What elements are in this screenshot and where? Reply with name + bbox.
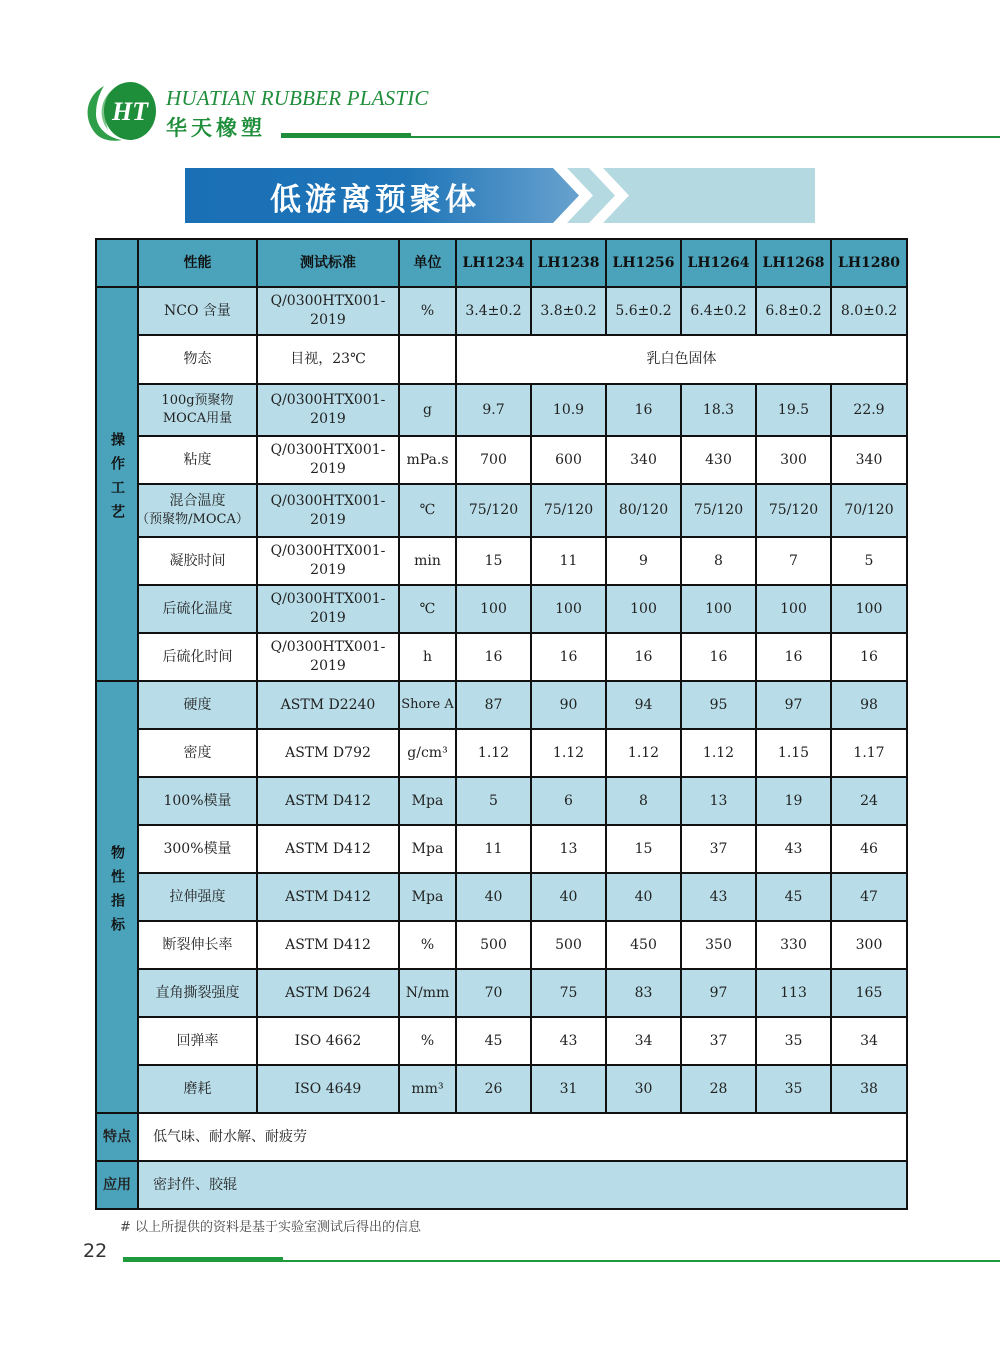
standard-cell: ASTM D412 (257, 825, 399, 873)
table-row (96, 335, 907, 384)
value-cell: 70/120 (831, 484, 907, 537)
applications-row (96, 1161, 907, 1209)
value-cell: 16 (456, 633, 531, 681)
property-cell: 断裂伸长率 (138, 921, 257, 969)
features-label: 特点 (96, 1113, 138, 1161)
value-cell: 45 (756, 873, 831, 921)
value-cell: 70 (456, 969, 531, 1017)
value-cell: 100 (831, 585, 907, 633)
value-cell: 75/120 (456, 484, 531, 537)
value-cell: 18.3 (681, 384, 756, 436)
value-cell: 40 (456, 873, 531, 921)
table-row (96, 484, 907, 537)
value-cell: 450 (606, 921, 681, 969)
value-cell: 13 (531, 825, 606, 873)
unit-cell: ℃ (399, 484, 456, 537)
property-cell: 后硫化温度 (138, 585, 257, 633)
unit-cell: min (399, 537, 456, 585)
table-row (96, 777, 907, 825)
value-cell: 1.12 (531, 729, 606, 777)
value-cell: 100 (456, 585, 531, 633)
value-cell: 100 (606, 585, 681, 633)
table-row (96, 287, 907, 335)
value-cell: 340 (606, 436, 681, 484)
value-cell: 8.0±0.2 (831, 287, 907, 335)
value-cell: 19.5 (756, 384, 831, 436)
property-line: 100g预聚物 (161, 393, 234, 409)
value-cell: 100 (531, 585, 606, 633)
unit-cell: Shore A (399, 681, 456, 729)
value-cell: 113 (756, 969, 831, 1017)
value-cell: 8 (681, 537, 756, 585)
value-cell: 95 (681, 681, 756, 729)
value-cell: 47 (831, 873, 907, 921)
unit-cell: Mpa (399, 825, 456, 873)
group-label-process (96, 287, 138, 681)
value-cell: 330 (756, 921, 831, 969)
value-cell: 94 (606, 681, 681, 729)
property-cell: 回弹率 (138, 1017, 257, 1065)
property-cell: 直角撕裂强度 (138, 969, 257, 1017)
value-cell: 43 (756, 825, 831, 873)
standard-cell: Q/0300HTX001-2019 (257, 287, 399, 335)
property-line: 混合温度 (169, 493, 226, 510)
property-cell: 密度 (138, 729, 257, 777)
property-cell: 凝胶时间 (138, 537, 257, 585)
value-cell: 10.9 (531, 384, 606, 436)
value-cell: 430 (681, 436, 756, 484)
value-cell: 35 (756, 1065, 831, 1113)
table-row (96, 729, 907, 777)
value-cell: 100 (681, 585, 756, 633)
standard-cell: ASTM D2240 (257, 681, 399, 729)
page-number: 22 (83, 1240, 108, 1262)
standard-cell: ASTM D792 (257, 729, 399, 777)
value-cell: 75 (531, 969, 606, 1017)
footnote: # 以上所提供的资料是基于实验室测试后得出的信息 (120, 1220, 422, 1235)
value-cell: 75/120 (531, 484, 606, 537)
group-label-text: 物性指标 (109, 844, 125, 941)
merged-value-cell: 乳白色固体 (456, 335, 907, 384)
standard-cell: Q/0300HTX001-2019 (257, 585, 399, 633)
standard-cell: 目视，23℃ (257, 335, 399, 384)
value-cell: 87 (456, 681, 531, 729)
value-cell: 8 (606, 777, 681, 825)
value-cell: 5 (831, 537, 907, 585)
value-cell: 19 (756, 777, 831, 825)
value-cell: 38 (831, 1065, 907, 1113)
value-cell: 15 (456, 537, 531, 585)
property-cell (138, 484, 257, 537)
standard-cell: Q/0300HTX001-2019 (257, 436, 399, 484)
features-text: 低气味、耐水解、耐疲劳 (138, 1113, 907, 1161)
column-header: LH1234 (456, 239, 531, 287)
page-header (0, 0, 1000, 160)
value-cell: 6.8±0.2 (756, 287, 831, 335)
column-header: LH1238 (531, 239, 606, 287)
standard-cell: ASTM D624 (257, 969, 399, 1017)
unit-cell (399, 335, 456, 384)
table-header-row (96, 239, 907, 287)
unit-cell: N/mm (399, 969, 456, 1017)
unit-cell: mm³ (399, 1065, 456, 1113)
value-cell: 16 (531, 633, 606, 681)
column-header: 测试标准 (257, 239, 399, 287)
value-cell: 13 (681, 777, 756, 825)
standard-cell: Q/0300HTX001-2019 (257, 484, 399, 537)
unit-cell: ℃ (399, 585, 456, 633)
value-cell: 97 (681, 969, 756, 1017)
column-header: 单位 (399, 239, 456, 287)
value-cell: 35 (756, 1017, 831, 1065)
brand-name-english: HUATIAN RUBBER PLASTIC (166, 86, 429, 110)
value-cell: 34 (831, 1017, 907, 1065)
column-header: LH1264 (681, 239, 756, 287)
property-cell: 100%模量 (138, 777, 257, 825)
value-cell: 600 (531, 436, 606, 484)
table-row (96, 681, 907, 729)
value-cell: 43 (681, 873, 756, 921)
spec-table (95, 238, 908, 1210)
unit-cell: Mpa (399, 777, 456, 825)
group-label-physical (96, 681, 138, 1113)
value-cell: 15 (606, 825, 681, 873)
table-row (96, 436, 907, 484)
property-line: （预聚物/MOCA） (136, 512, 249, 528)
value-cell: 83 (606, 969, 681, 1017)
value-cell: 300 (831, 921, 907, 969)
value-cell: 5 (456, 777, 531, 825)
value-cell: 31 (531, 1065, 606, 1113)
brand-name-chinese: 华天橡塑 (166, 116, 266, 140)
value-cell: 26 (456, 1065, 531, 1113)
value-cell: 37 (681, 1017, 756, 1065)
footer-rule (123, 1260, 1000, 1262)
standard-cell: Q/0300HTX001-2019 (257, 537, 399, 585)
features-row (96, 1113, 907, 1161)
value-cell: 1.12 (681, 729, 756, 777)
value-cell: 1.17 (831, 729, 907, 777)
svg-text:HT: HT (111, 97, 149, 126)
value-cell: 16 (606, 384, 681, 436)
value-cell: 1.12 (456, 729, 531, 777)
table-row (96, 873, 907, 921)
value-cell: 5.6±0.2 (606, 287, 681, 335)
property-line: MOCA用量 (162, 411, 233, 426)
value-cell: 40 (531, 873, 606, 921)
column-header: LH1280 (831, 239, 907, 287)
value-cell: 30 (606, 1065, 681, 1113)
value-cell: 500 (531, 921, 606, 969)
value-cell: 340 (831, 436, 907, 484)
table-row (96, 1017, 907, 1065)
value-cell: 11 (531, 537, 606, 585)
column-header: LH1256 (606, 239, 681, 287)
value-cell: 16 (606, 633, 681, 681)
property-cell: 后硫化时间 (138, 633, 257, 681)
property-cell (138, 384, 257, 436)
unit-cell: mPa.s (399, 436, 456, 484)
value-cell: 43 (531, 1017, 606, 1065)
title-banner (185, 168, 815, 223)
value-cell: 75/120 (681, 484, 756, 537)
huatian-logo-icon (82, 78, 160, 144)
group-label-text: 操作工艺 (109, 431, 125, 528)
chevron-right-icon (589, 168, 634, 223)
unit-cell: % (399, 287, 456, 335)
unit-cell: g/cm³ (399, 729, 456, 777)
value-cell: 700 (456, 436, 531, 484)
applications-text: 密封件、胶辊 (138, 1161, 907, 1209)
value-cell: 3.4±0.2 (456, 287, 531, 335)
value-cell: 300 (756, 436, 831, 484)
standard-cell: ASTM D412 (257, 921, 399, 969)
value-cell: 9.7 (456, 384, 531, 436)
unit-cell: % (399, 1017, 456, 1065)
column-header: 性能 (138, 239, 257, 287)
property-cell: 300%模量 (138, 825, 257, 873)
property-cell: 硬度 (138, 681, 257, 729)
value-cell: 22.9 (831, 384, 907, 436)
value-cell: 6 (531, 777, 606, 825)
value-cell: 97 (756, 681, 831, 729)
value-cell: 16 (756, 633, 831, 681)
standard-cell: ASTM D412 (257, 777, 399, 825)
value-cell: 24 (831, 777, 907, 825)
value-cell: 90 (531, 681, 606, 729)
page-title: 低游离预聚体 (270, 182, 480, 218)
table-row (96, 585, 907, 633)
unit-cell: g (399, 384, 456, 436)
table-row (96, 537, 907, 585)
value-cell: 100 (756, 585, 831, 633)
property-cell: 磨耗 (138, 1065, 257, 1113)
column-header: LH1268 (756, 239, 831, 287)
value-cell: 34 (606, 1017, 681, 1065)
property-cell: 拉伸强度 (138, 873, 257, 921)
value-cell: 1.12 (606, 729, 681, 777)
value-cell: 9 (606, 537, 681, 585)
value-cell: 40 (606, 873, 681, 921)
table-row (96, 825, 907, 873)
unit-cell: h (399, 633, 456, 681)
table-row (96, 633, 907, 681)
unit-cell: % (399, 921, 456, 969)
value-cell: 98 (831, 681, 907, 729)
value-cell: 3.8±0.2 (531, 287, 606, 335)
value-cell: 500 (456, 921, 531, 969)
value-cell: 16 (831, 633, 907, 681)
property-cell: 物态 (138, 335, 257, 384)
table-row (96, 969, 907, 1017)
unit-cell: Mpa (399, 873, 456, 921)
property-cell: 粘度 (138, 436, 257, 484)
property-cell: NCO 含量 (138, 287, 257, 335)
standard-cell: Q/0300HTX001-2019 (257, 633, 399, 681)
value-cell: 6.4±0.2 (681, 287, 756, 335)
table-row (96, 1065, 907, 1113)
standard-cell: Q/0300HTX001-2019 (257, 384, 399, 436)
value-cell: 45 (456, 1017, 531, 1065)
applications-label: 应用 (96, 1161, 138, 1209)
table-row (96, 384, 907, 436)
value-cell: 80/120 (606, 484, 681, 537)
standard-cell: ISO 4662 (257, 1017, 399, 1065)
value-cell: 16 (681, 633, 756, 681)
value-cell: 165 (831, 969, 907, 1017)
table-row (96, 921, 907, 969)
value-cell: 11 (456, 825, 531, 873)
header-rule (281, 136, 1000, 138)
header-corner (96, 239, 138, 287)
value-cell: 7 (756, 537, 831, 585)
value-cell: 37 (681, 825, 756, 873)
value-cell: 1.15 (756, 729, 831, 777)
standard-cell: ASTM D412 (257, 873, 399, 921)
standard-cell: ISO 4649 (257, 1065, 399, 1113)
value-cell: 46 (831, 825, 907, 873)
value-cell: 75/120 (756, 484, 831, 537)
value-cell: 350 (681, 921, 756, 969)
value-cell: 28 (681, 1065, 756, 1113)
